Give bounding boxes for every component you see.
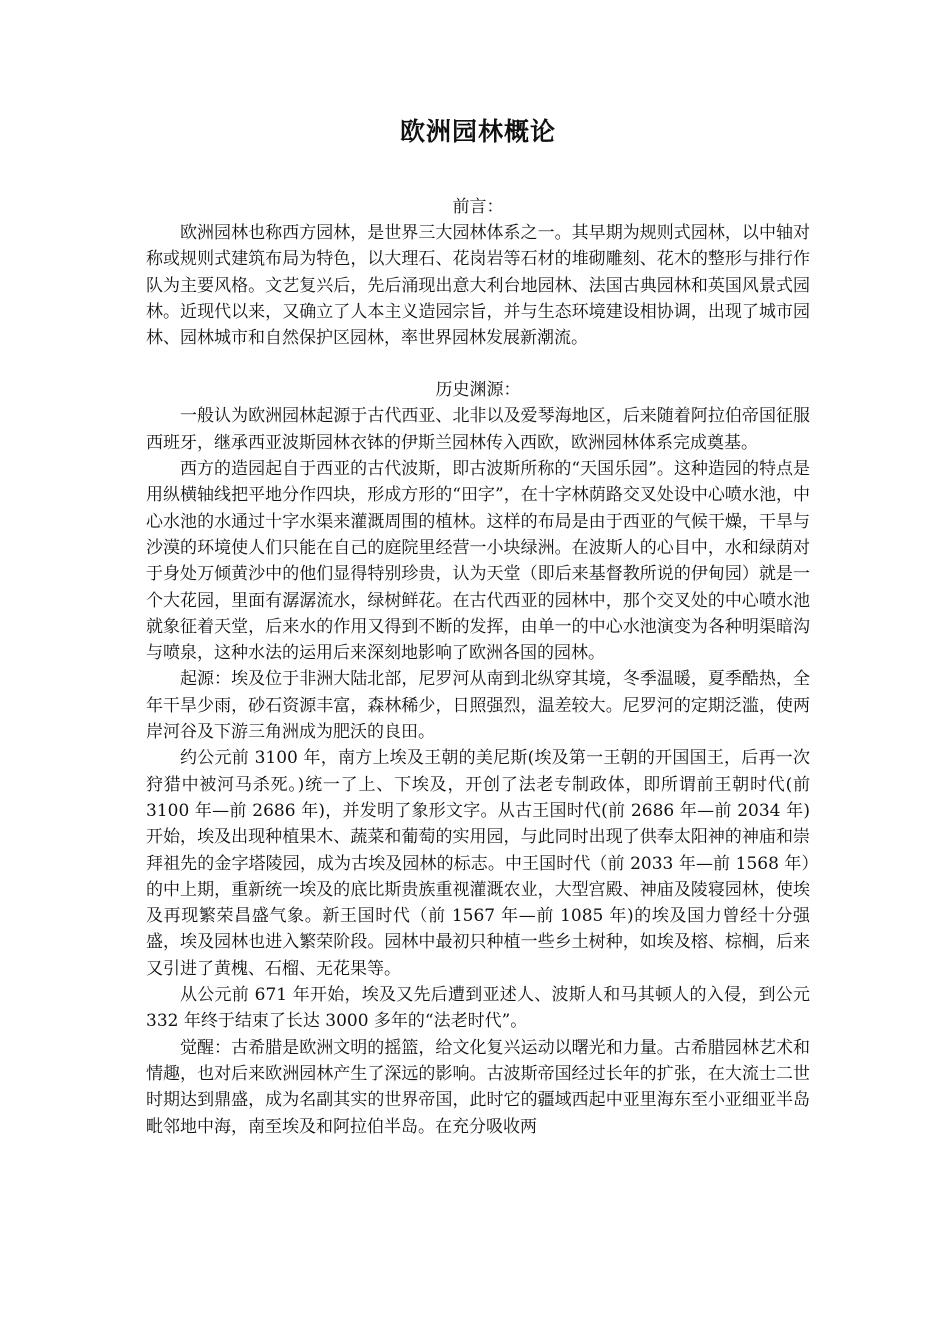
section-preface bbox=[146, 194, 810, 351]
document-page bbox=[146, 112, 810, 1140]
paragraph: 约公元前 3100 年，南方上埃及王朝的美尼斯(埃及第一王朝的开国国王，后再一次狩猎中被河马杀死。)统一了上、下埃及，开创了法老专制政体，即所谓前王朝时代(前 3100 年—前 2686 年)，并发明了象形文字。从古王国时代(前 2686 年—前 2034 年)开始，埃及出现种植果木、蔬菜和葡萄的实用园，与此同时出现了供奉太阳神的神庙和崇拜祖先的金字塔陵园，成为古埃及园林的标志。中王国时代（前 2033 年—前 1568 年）的中上期，重新统一埃及的底比斯贵族重视灌溉农业，大型宫殿、神庙及陵寝园林，使埃及再现繁荣昌盛气象。新王国时代（前 1567 年—前 1085 年)的埃及国力曾经十分强盛，埃及园林也进入繁荣阶段。园林中最初只种植一些乡土树种，如埃及榕、棕榈，后来又引进了黄槐、石榴、无花果等。 bbox=[146, 748, 810, 979]
paragraph: 欧洲园林也称西方园林，是世界三大园林体系之一。其早期为规则式园林，以中轴对称或规则式建筑布局为特色，以大理石、花岗岩等石材的堆砌雕刻、花木的整形与排行作队为主要风格。文艺复兴后，先后涌现出意大利台地园林、法国古典园林和英国风景式园林。近现代以来，又确立了人本主义造园宗旨，并与生态环境建设相协调，出现了城市园林、园林城市和自然保护区园林，率世界园林发展新潮流。 bbox=[146, 223, 810, 349]
section-heading-preface: 前言： bbox=[452, 197, 504, 217]
document-title: 欧洲园林概论 bbox=[399, 117, 556, 146]
paragraph: 从公元前 671 年开始，埃及又先后遭到亚述人、波斯人和马其顿人的入侵，到公元 332 年终于结束了长达 3000 多年的“法老时代”。 bbox=[146, 985, 810, 1032]
section-spacer bbox=[146, 351, 810, 377]
paragraph: 起源：埃及位于非洲大陆北部，尼罗河从南到北纵穿其境，冬季温暖，夏季酷热，全年干旱少雨，砂石资源丰富，森林稀少，日照强烈，温差较大。尼罗河的定期泛滥，使两岸河谷及下游三角洲成为肥沃的良田。 bbox=[146, 669, 810, 743]
paragraph: 西方的造园起自于西亚的古代波斯，即古波斯所称的“天国乐园”。这种造园的特点是用纵横轴线把平地分作四块，形成方形的“田字”，在十字林荫路交叉处设中心喷水池，中心水池的水通过十字水渠来灌溉周围的植林。这样的布局是由于西亚的气候干燥，干旱与沙漠的环境使人们只能在自己的庭院里经营一小块绿洲。在波斯人的心目中，水和绿荫对于身处万倾黄沙中的他们显得特别珍贵，认为天堂（即后来基督教所说的伊甸园）就是一个大花园，里面有潺潺流水，绿树鲜花。在古代西亚的园林中，那个交叉处的中心喷水池就象征着天堂，后来水的作用又得到不断的发挥，由单一的中心水池演变为各种明渠暗沟与喷泉，这种水法的运用后来深刻地影响了欧洲各国的园林。 bbox=[146, 459, 810, 664]
section-history bbox=[146, 377, 810, 1139]
section-heading-history: 历史渊源： bbox=[435, 380, 521, 401]
paragraph: 觉醒：古希腊是欧洲文明的摇篮，给文化复兴运动以曙光和力量。古希腊园林艺术和情趣，也对后来欧洲园林产生了深远的影响。古波斯帝国经过长年的扩张，在大流士二世时期达到鼎盛，成为名副其实的世界帝国，此时它的疆域西起中亚里海东至小亚细亚半岛毗邻地中海，南至埃及和阿拉伯半岛。在充分吸收两 bbox=[146, 1037, 810, 1137]
paragraph: 一般认为欧洲园林起源于古代西亚、北非以及爱琴海地区，后来随着阿拉伯帝国征服西班牙，继承西亚波斯园林衣钵的伊斯兰园林传入西欧，欧洲园林体系完成奠基。 bbox=[146, 406, 810, 453]
